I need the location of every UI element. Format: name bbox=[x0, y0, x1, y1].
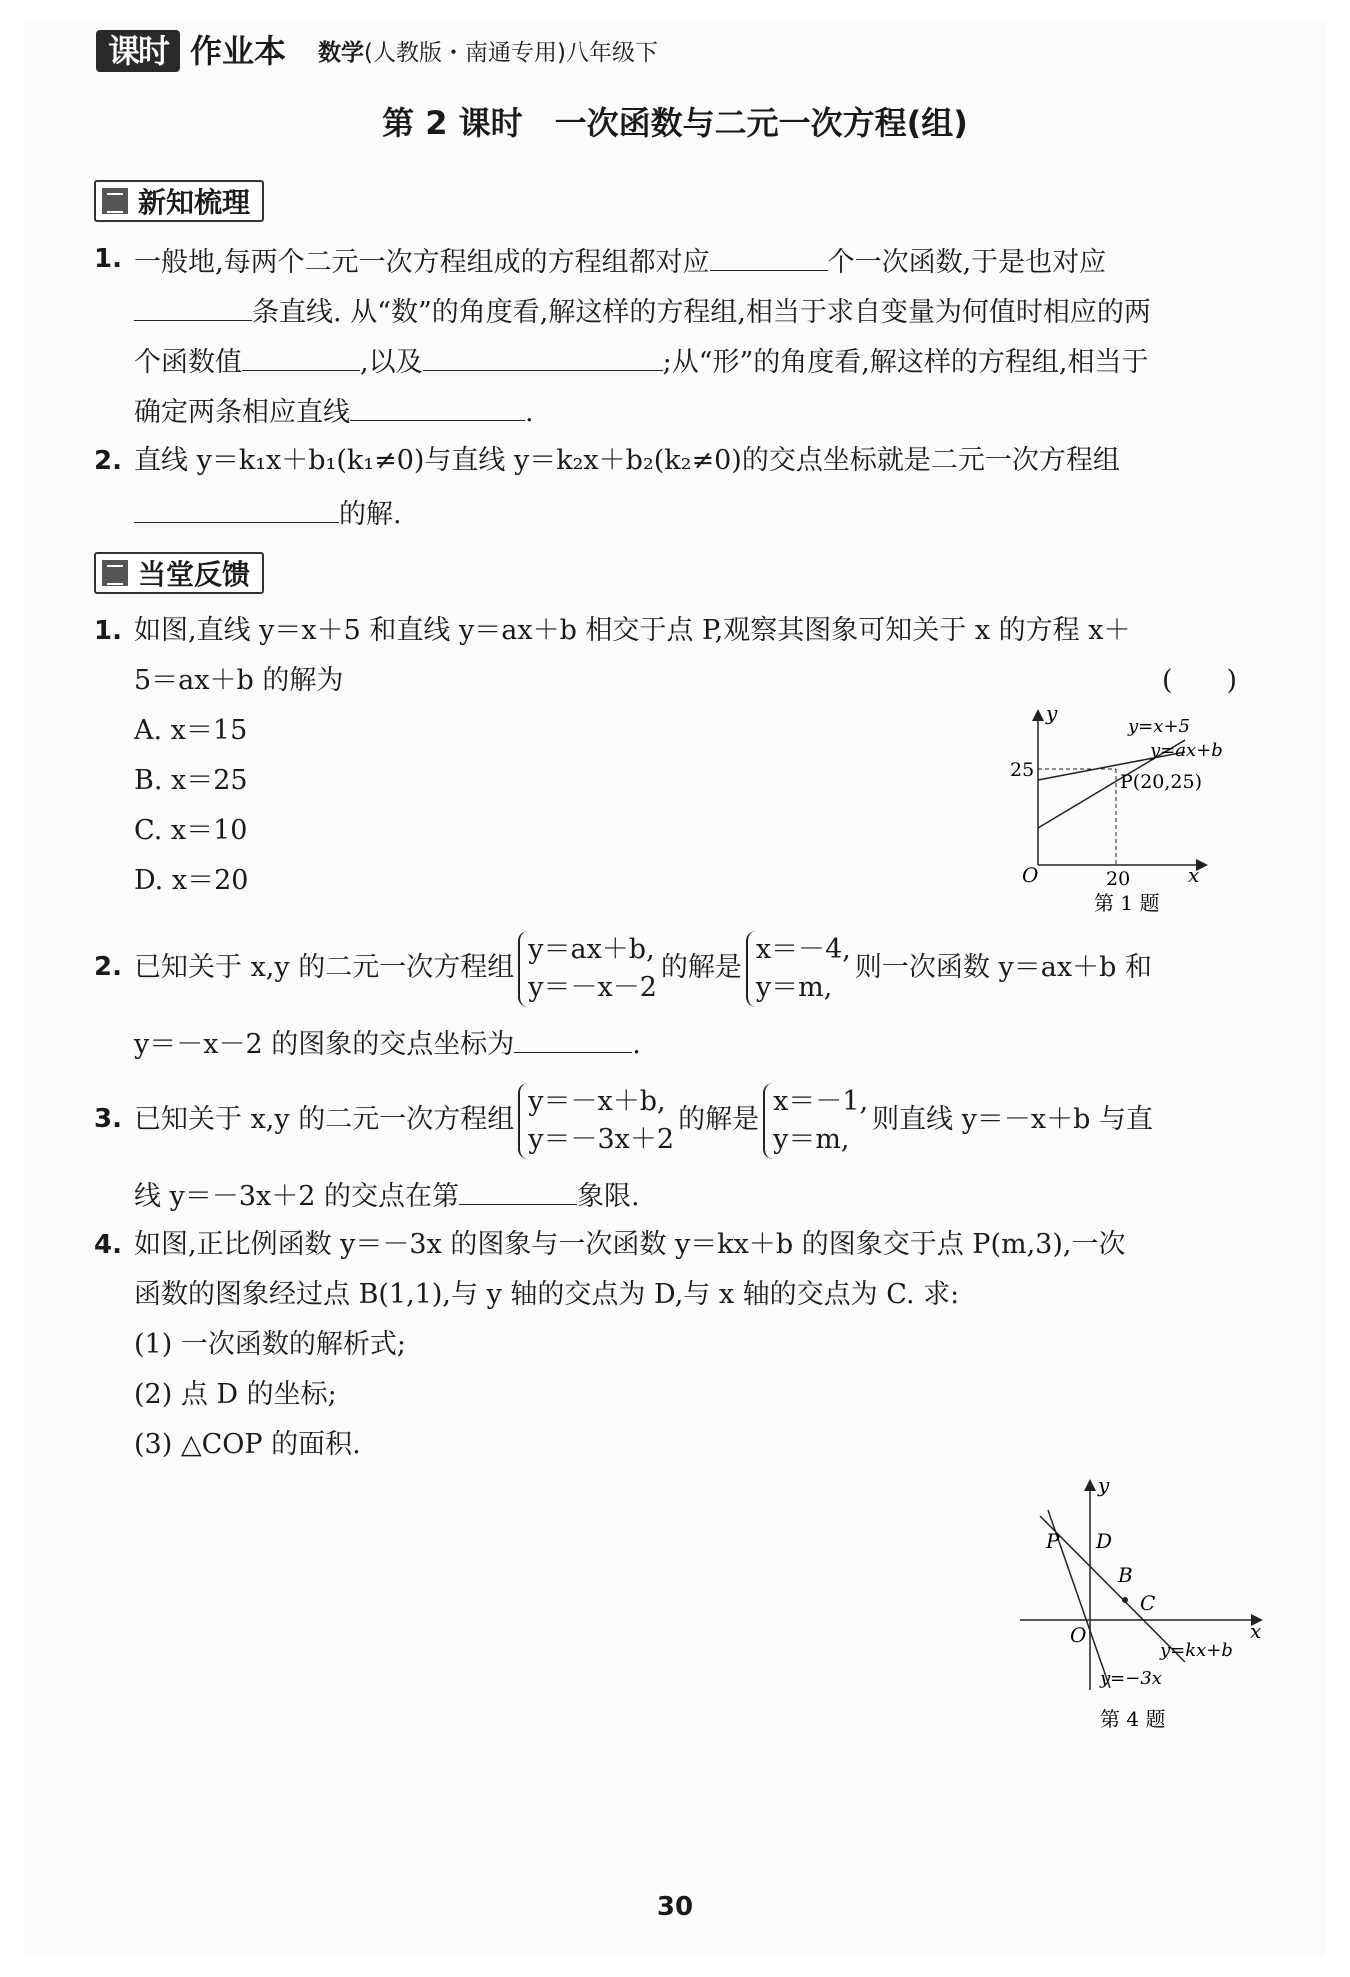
text-line bbox=[134, 1022, 641, 1064]
text-line: 直线 y＝k₁x＋b₁(k₁≠0)与直线 y＝k₂x＋b₂(k₂≠0)的交点坐标就是二元一次方程组 bbox=[134, 445, 1120, 476]
solution-system bbox=[763, 1083, 868, 1159]
sub-question: (1) 一次函数的解析式; bbox=[134, 1329, 406, 1360]
text: . bbox=[632, 1029, 641, 1060]
line-label-neg-3x: y=−3x bbox=[1100, 1668, 1162, 1689]
question-number: 4. bbox=[94, 1230, 122, 1260]
section-header-feedback bbox=[94, 552, 264, 594]
text: 已知关于 x,y 的二元一次方程组 bbox=[134, 1104, 515, 1135]
figure-1 bbox=[1010, 700, 1223, 920]
section-header-new-knowledge bbox=[94, 180, 264, 222]
text-line bbox=[134, 290, 1151, 332]
point-p-label: P(20,25) bbox=[1120, 771, 1203, 793]
text: 个一次函数,于是也对应 bbox=[827, 247, 1107, 278]
text-line bbox=[134, 1174, 640, 1216]
x-label: x bbox=[1250, 1619, 1262, 1643]
text: 的解. bbox=[339, 499, 402, 530]
text-line bbox=[134, 492, 402, 534]
answer-blank[interactable] bbox=[710, 240, 828, 271]
text-line: 5＝ax＋b 的解为 bbox=[134, 665, 344, 696]
text-line bbox=[134, 928, 1152, 1008]
answer-blank[interactable] bbox=[459, 1174, 577, 1205]
figure-caption: 第 4 题 bbox=[1100, 1707, 1166, 1731]
text-line: 如图,正比例函数 y＝－3x 的图象与一次函数 y＝kx＋b 的图象交于点 P(m,3),一次 bbox=[134, 1229, 1126, 1260]
text: 的解是 bbox=[678, 1104, 760, 1135]
text: ,以及 bbox=[360, 347, 423, 378]
logo: 课时 bbox=[96, 30, 180, 72]
equation: y＝m, bbox=[773, 1123, 850, 1155]
text: 线 y＝－3x＋2 的交点在第 bbox=[134, 1181, 460, 1212]
text: 的解是 bbox=[660, 952, 742, 983]
subject-line bbox=[318, 38, 658, 68]
equation: y＝－x－2 bbox=[528, 971, 657, 1003]
text-line bbox=[134, 240, 1106, 282]
equation-system bbox=[518, 931, 657, 1007]
text: . bbox=[525, 397, 534, 428]
text: 一般地,每两个二元一次方程组成的方程组都对应 bbox=[134, 247, 710, 278]
text-line: 函数的图象经过点 B(1,1),与 y 轴的交点为 D,与 x 轴的交点为 C. 求: bbox=[134, 1279, 960, 1310]
solution-system bbox=[746, 931, 851, 1007]
text: y＝－x－2 的图象的交点坐标为 bbox=[134, 1029, 515, 1060]
question-number: 2. bbox=[94, 952, 122, 982]
edition: (人教版・南通专用)八年级下 bbox=[364, 40, 658, 66]
y-label: y bbox=[1046, 701, 1058, 725]
point-p-label: P bbox=[1046, 1529, 1060, 1553]
figure-4 bbox=[1010, 1470, 1270, 1740]
question-number: 3. bbox=[94, 1104, 122, 1134]
pencil-icon bbox=[102, 560, 128, 586]
equation: y＝－3x＋2 bbox=[528, 1123, 675, 1155]
origin-label: O bbox=[1070, 1623, 1087, 1647]
equation: y＝ax＋b, bbox=[528, 933, 655, 965]
answer-blank[interactable] bbox=[134, 290, 252, 321]
point-b-label: B bbox=[1118, 1563, 1133, 1587]
answer-blank[interactable] bbox=[350, 390, 525, 421]
option-a[interactable]: A. x＝15 bbox=[134, 715, 248, 746]
section-label: 当堂反馈 bbox=[138, 558, 251, 591]
origin-label: O bbox=[1022, 863, 1039, 887]
text-line bbox=[134, 340, 1148, 382]
point-b-dot bbox=[1122, 1597, 1128, 1603]
text-line: 如图,直线 y＝x＋5 和直线 y＝ax＋b 相交于点 P,观察其图象可知关于 x 的方程 x＋ bbox=[134, 615, 1131, 646]
x-label: x bbox=[1188, 863, 1200, 887]
answer-blank[interactable] bbox=[514, 1022, 632, 1053]
text: 则一次函数 y＝ax＋b 和 bbox=[854, 952, 1152, 983]
book-icon bbox=[102, 188, 128, 214]
page-number: 30 bbox=[656, 1892, 694, 1922]
figure-caption: 第 1 题 bbox=[1094, 891, 1160, 915]
text: 个函数值 bbox=[134, 347, 242, 378]
text-line bbox=[134, 390, 534, 432]
point-c-label: C bbox=[1140, 1591, 1156, 1615]
page-title: 第 2 课时 一次函数与二元一次方程(组) bbox=[382, 104, 968, 142]
subject: 数学 bbox=[318, 40, 364, 66]
line-label-1: y=x+5 bbox=[1128, 716, 1190, 737]
text: 象限. bbox=[577, 1181, 640, 1212]
option-c[interactable]: C. x＝10 bbox=[134, 815, 248, 846]
equation: x＝－4, bbox=[755, 933, 851, 965]
answer-blank[interactable] bbox=[134, 492, 339, 523]
option-b[interactable]: B. x＝25 bbox=[134, 765, 248, 796]
equation: x＝－1, bbox=[773, 1085, 869, 1117]
y-label: y bbox=[1098, 1473, 1110, 1497]
answer-blank[interactable] bbox=[423, 340, 663, 371]
text: ;从“形”的角度看,解这样的方程组,相当于 bbox=[662, 347, 1149, 378]
sub-question: (2) 点 D 的坐标; bbox=[134, 1379, 337, 1410]
section-label: 新知梳理 bbox=[138, 186, 251, 219]
answer-blank[interactable] bbox=[242, 340, 360, 371]
line-label-kx-b: y=kx+b bbox=[1160, 1640, 1233, 1661]
brand-title: 作业本 bbox=[190, 32, 287, 70]
line-label-2: y=ax+b bbox=[1150, 740, 1223, 761]
equation-system bbox=[518, 1083, 674, 1159]
sub-question: (3) △COP 的面积. bbox=[134, 1429, 361, 1460]
question-number: 2. bbox=[94, 446, 122, 476]
text: 已知关于 x,y 的二元一次方程组 bbox=[134, 952, 515, 983]
text: 则直线 y＝－x＋b 与直 bbox=[872, 1104, 1154, 1135]
text: 条直线. 从“数”的角度看,解这样的方程组,相当于求自变量为何值时相应的两 bbox=[252, 297, 1151, 328]
equation: y＝－x＋b, bbox=[528, 1085, 666, 1117]
text-line bbox=[134, 1080, 1153, 1160]
text: 确定两条相应直线 bbox=[134, 397, 350, 428]
answer-paren[interactable]: ( ) bbox=[1162, 665, 1238, 696]
equation: y＝m, bbox=[755, 971, 833, 1003]
point-d-label: D bbox=[1096, 1529, 1113, 1553]
tick-25: 25 bbox=[1010, 759, 1035, 781]
option-d[interactable]: D. x＝20 bbox=[134, 865, 249, 896]
question-number: 1. bbox=[94, 616, 122, 646]
question-number: 1. bbox=[94, 244, 122, 274]
tick-20: 20 bbox=[1106, 868, 1131, 890]
